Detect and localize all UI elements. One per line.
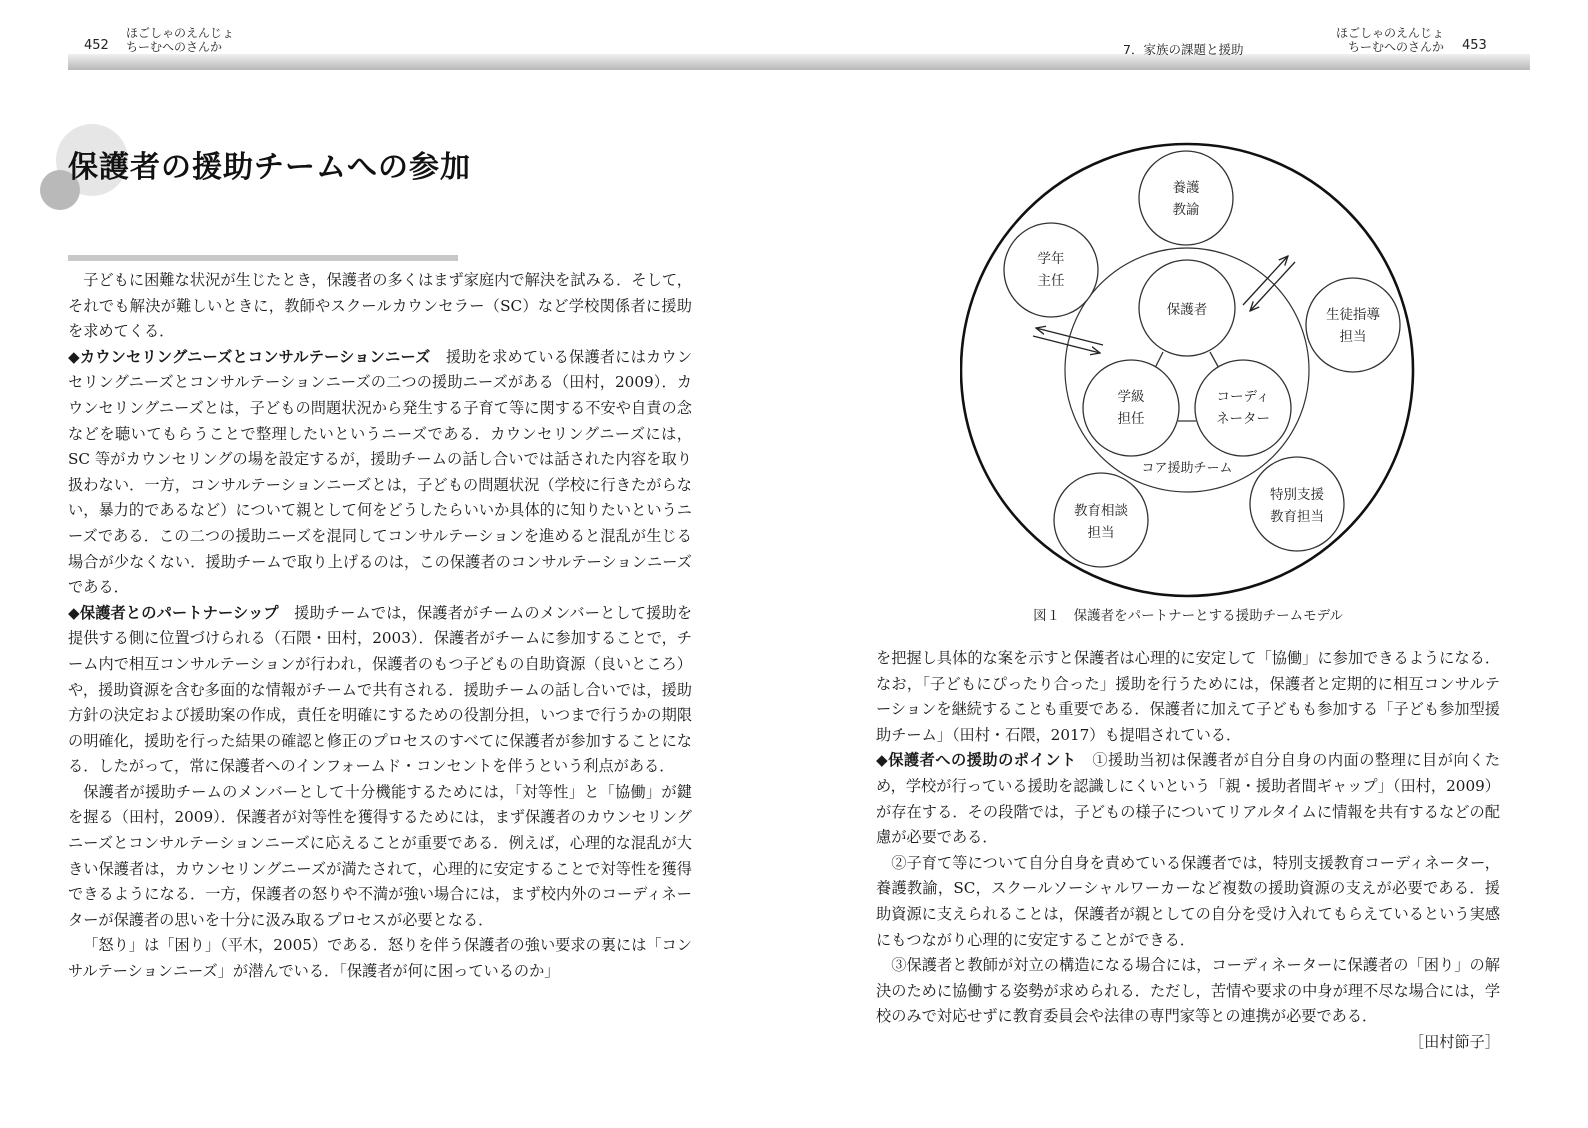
parent-label: 保護者 <box>1166 302 1208 318</box>
paragraph-text: ③保護者と教師が対立の構造になる場合には，コーディネーターに保護者の「困り」の解決のために協働する姿勢が求められる．ただし，苦情や要求の中身が理不尽な場合には，学校のみで対応せずに教育委員会や法律の専門家等との連携が必要である． <box>876 956 1500 1026</box>
paragraph <box>68 601 692 780</box>
guidance-label-1: 生徒指導 <box>1326 307 1380 323</box>
arrow-left-upper <box>1036 328 1103 345</box>
series-line-2: ちーむへのさんか <box>126 40 223 54</box>
special-support-node <box>1250 457 1344 551</box>
left-column <box>68 268 692 985</box>
left-page-number: 452 <box>84 38 109 53</box>
right-column <box>876 646 1500 1056</box>
paragraph <box>68 268 692 345</box>
paragraph-text: ①援助当初は保護者が自分自身の内面の整理に目が向くため，学校が行っている援助を認識しにくいという「親・援助者間ギャップ」（田村，2009）が存在する．その段階では，子どもの様子についてリアルタイムに情報を共有するなどの配慮が必要である． <box>876 751 1501 847</box>
series-line-2-right: ちーむへのさんか <box>1347 40 1444 54</box>
paragraph <box>68 933 692 984</box>
section-heading: ◆カウンセリングニーズとコンサルテーションニーズ <box>68 347 431 366</box>
nurse-label-2: 教諭 <box>1172 202 1200 218</box>
section-heading: ◆保護者とのパートナーシップ <box>68 603 279 622</box>
paragraph-text: ②子育て等について自分自身を責めている保護者では，特別支援教育コーディネーター，養護教諭，SC，スクールソーシャルワーカーなど複数の援助資源の支えが必要である．援助資源に支えられることは，保護者が親としての自分を受け入れてもらえているという実感にもつながり心理的に安定することができる． <box>876 853 1500 949</box>
special-support-label-1: 特別支援 <box>1270 487 1324 503</box>
section-heading: ◆保護者への援助のポイント <box>876 751 1077 770</box>
paragraph <box>876 953 1500 1030</box>
homeroom-label-2: 担任 <box>1117 411 1145 427</box>
paragraph-text: 援助チームでは，保護者がチームのメンバーとして援助を提供する側に位置づけられる（石隈・田村，2003）．保護者がチームに参加することで，チーム内で相互コンサルテーションが行われ，保護者のもつ子どもの自助資源（良いところ）や，援助資源を含む多面的な情報がチームで共有される．援助チームの話し合いでは，援助方針の決定および援助案の作成，責任を明確にするための役割分担，いつまで行うかの期限の明確化，援助を行った結果の確認と修正のプロセスのすべてに保護者が参加することになる．したがって，常に保護者へのインフォームド・コンセントを伴うという利点がある． <box>68 603 693 776</box>
paragraph <box>876 748 1500 850</box>
author-credit: ［田村節子］ <box>1408 1032 1500 1051</box>
left-running-head <box>126 26 234 54</box>
page-title: 保護者の援助チームへの参加 <box>68 150 471 185</box>
series-line-1: ほごしゃのえんじょ <box>126 26 235 40</box>
right-page-number: 453 <box>1462 38 1487 53</box>
grade-head-node <box>1004 223 1098 317</box>
team-model-figure <box>960 138 1416 600</box>
nurse-label-1: 養護 <box>1172 180 1200 196</box>
counseling-label-1: 教育相談 <box>1074 503 1128 519</box>
guidance-label-2: 担当 <box>1339 329 1367 345</box>
paragraph <box>876 851 1500 953</box>
grade-head-label-1: 学年 <box>1037 251 1065 267</box>
coordinator-node <box>1195 360 1291 456</box>
right-running-head <box>1316 26 1444 54</box>
paragraph-text: 「怒り」は「困り」（平木，2005）である．怒りを伴う保護者の強い要求の裏には「コンサルテーションニーズ」が潜んでいる．「保護者が何に困っているのか」 <box>68 936 692 981</box>
paragraph-text: 援助を求めている保護者にはカウンセリングニーズとコンサルテーションニーズの二つの援助ニーズがある（田村，2009）．カウンセリングニーズとは，子どもの問題状況から発生する子育て等に関する不安や自責の念などを聴いてもらうことで整理したいというニーズである．カウンセリングニーズには，SC 等がカウンセリングの場を設定するが，援助チームの話し合いでは話された内容を取り扱わない．一方，コンサルテーションニーズとは，子どもの問題状況（学校に行きたがらない，暴力的であるなど）について親として何をどうしたらいいか具体的に知りたいというニーズである．この二つの援助ニーズを混同してコンサルテーションを進めると混乱が生じる場合が少なくない．援助チームで取り上げるのは，この保護者のコンサルテーションニーズである． <box>68 347 693 597</box>
counseling-node <box>1054 473 1148 567</box>
paragraph <box>68 780 692 934</box>
coordinator-label-1: コーディ <box>1216 389 1270 405</box>
paragraph-text: を把握し具体的な案を示すと保護者は心理的に安定して「協働」に参加できるようになる．なお，「子どもにぴったり合った」援助を行うためには，保護者と定期的に相互コンサルテーションを継続することも重要である．保護者に加えて子どもも参加する「子ども参加型援助チーム」（田村・石隈，2017）も提唱されている． <box>876 649 1500 744</box>
series-line-1-right: ほごしゃのえんじょ <box>1335 26 1444 40</box>
nurse-node <box>1139 151 1233 245</box>
guidance-node <box>1306 278 1400 372</box>
homeroom-node <box>1083 360 1179 456</box>
counseling-label-2: 担当 <box>1087 525 1115 541</box>
chapter-title: 7．家族の課題と援助 <box>1123 42 1244 57</box>
title-rule <box>68 255 458 261</box>
homeroom-label-1: 学級 <box>1117 389 1145 405</box>
paragraph-text: 子どもに困難な状況が生じたとき，保護者の多くはまず家庭内で解決を試みる．そして，それでも解決が難しいときに，教師やスクールカウンセラー（SC）など学校関係者に援助を求めてくる． <box>68 271 692 341</box>
arrow-right-outer <box>1243 256 1288 305</box>
paragraph-text: 保護者が援助チームのメンバーとして十分機能するためには，「対等性」と「協働」が鍵を握る（田村，2009）．保護者が対等性を獲得するためには，まず保護者のカウンセリングニーズとコンサルテーションニーズに応えることが重要である．例えば，心理的な混乱が大きい保護者は，カウンセリングニーズが満たされて，心理的に安定することで対等性を獲得できるようになる．一方，保護者の怒りや不満が強い場合には，まず校内外のコーディネーターが保護者の思いを十分に汲み取るプロセスが必要となる． <box>68 782 692 929</box>
paragraph <box>876 646 1500 748</box>
figure-caption: 図１ 保護者をパートナーとする援助チームモデル <box>1033 608 1343 624</box>
special-support-label-2: 教育担当 <box>1270 509 1324 525</box>
core-team-label: コア援助チーム <box>1141 461 1233 476</box>
paragraph <box>68 345 692 601</box>
coordinator-label-2: ネーター <box>1216 411 1270 427</box>
grade-head-label-2: 主任 <box>1037 273 1065 289</box>
header-band <box>68 54 1530 70</box>
